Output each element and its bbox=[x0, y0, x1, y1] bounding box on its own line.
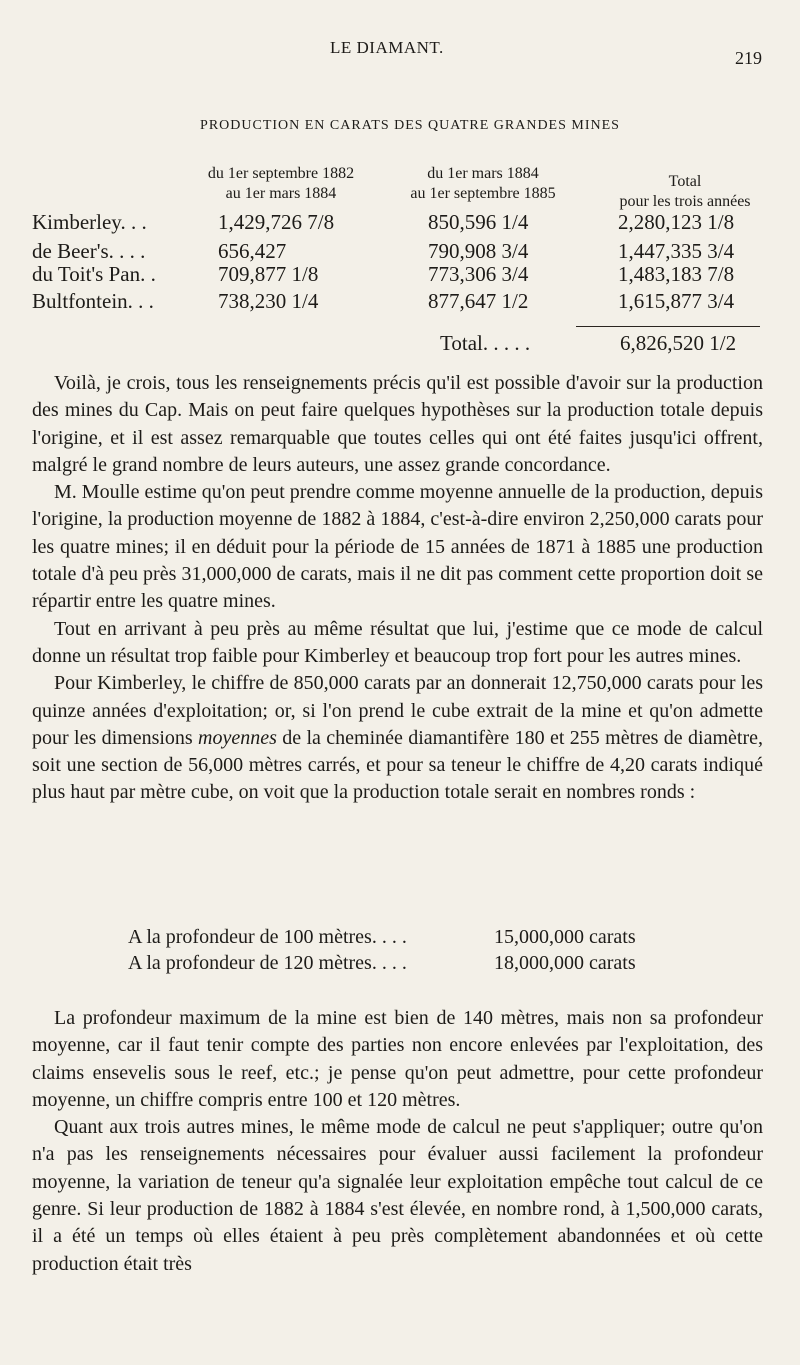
paragraph: M. Moulle estime qu'on peut prendre comme moyenne annuelle de la production, depuis l'origine, la production moyenne de 1882 à 1884, c'est-à-dire environ 2,250,000 carats pour les quatre mines; il en déduit pour la période de 15 années de 1871 à 1885 une production totale d'à peu près 31,000,000 de carats, mais il ne dit pas comment cette proportion doit se répartir entre les quatre mines. bbox=[32, 481, 763, 613]
production-total: 1,615,877 3/4 bbox=[618, 289, 735, 313]
production-total: 2,280,123 1/8 bbox=[618, 210, 735, 234]
running-title: LE DIAMANT. bbox=[330, 38, 444, 57]
mine-name: Bultfontein. . . bbox=[32, 289, 154, 313]
production-period-1: 656,427 bbox=[218, 239, 287, 263]
calculation-label: A la profondeur de 120 mètres. . . . bbox=[128, 952, 407, 974]
column-header-period-1 bbox=[186, 164, 376, 204]
text-block-lower bbox=[32, 1005, 763, 1278]
page-number: 219 bbox=[735, 48, 762, 68]
table-row bbox=[0, 210, 800, 240]
table-row bbox=[0, 289, 800, 319]
mine-name: Kimberley. . . bbox=[32, 210, 147, 234]
column-header-line: pour les trois années bbox=[619, 193, 751, 210]
paragraph-text: de la cheminée diamantifère 180 et 255 mètres de diamètre, soit une section de 56,000 mètres carrés, et pour sa teneur le chiffre de 4,20 carats indiqué plus haut par mètre cube, on voit que la production totale serait en nombres ronds : bbox=[32, 726, 763, 804]
grand-total: 6,826,520 1/2 bbox=[620, 331, 737, 355]
table-title: PRODUCTION EN CARATS DES QUATRE GRANDES MINES bbox=[200, 118, 620, 133]
paragraph-text: Pour Kimberley, le chiffre de 850,000 carats par an donnerait 12,750,000 carats pour les quinze années d'exploitation; or, si l'on prend le cube extrait de la mine et qu'on admette pour les dimensions bbox=[32, 672, 763, 749]
column-header-line: au 1er septembre 1885 bbox=[410, 185, 556, 202]
text-block-upper bbox=[32, 370, 763, 807]
emphasis-text: moyennes bbox=[198, 726, 277, 749]
column-header-line: Total bbox=[668, 173, 702, 190]
production-period-2: 877,647 1/2 bbox=[428, 289, 529, 313]
paragraph: Voilà, je crois, tous les renseignements précis qu'il est possible d'avoir sur la production des mines du Cap. Mais on peut faire quelques hypothèses sur la production totale depuis l'origine, et il est assez remarquable que toutes celles qui ont été faites jusqu'ici offrent, malgré le grand nombre de leurs auteurs, une assez grande concordance. bbox=[32, 372, 763, 476]
paragraph: La profondeur maximum de la mine est bien de 140 mètres, mais non sa profondeur moyenne, car il faut tenir compte des parties non encore enlevées par l'exploitation, des claims ensevelis sous le reef, etc.; je pense qu'on peut admettre, pour cette profondeur moyenne, un chiffre compris entre 100 et 120 mètres. bbox=[32, 1007, 763, 1111]
production-total: 1,447,335 3/4 bbox=[618, 239, 735, 263]
production-period-2: 850,596 1/4 bbox=[428, 210, 529, 234]
running-head bbox=[0, 38, 800, 68]
column-header-line: du 1er mars 1884 bbox=[427, 165, 539, 182]
column-header-total bbox=[590, 172, 780, 212]
column-header-line: au 1er mars 1884 bbox=[225, 185, 337, 202]
paragraph: Tout en arrivant à peu près au même résultat que lui, j'estime que ce mode de calcul donne un résultat trop faible pour Kimberley et beaucoup trop fort pour les autres mines. bbox=[32, 617, 763, 667]
mine-name: de Beer's. . . . bbox=[32, 239, 146, 263]
production-period-1: 1,429,726 7/8 bbox=[218, 210, 335, 234]
calculation-label: A la profondeur de 100 mètres. . . . bbox=[128, 926, 407, 948]
calculation-value: 15,000,000 carats bbox=[494, 926, 636, 948]
column-header-period-2 bbox=[378, 164, 588, 204]
production-period-2: 790,908 3/4 bbox=[428, 239, 529, 263]
calculation-value: 18,000,000 carats bbox=[494, 952, 636, 974]
total-label: Total. . . . . bbox=[440, 331, 531, 355]
paragraph bbox=[32, 670, 763, 806]
production-total: 1,483,183 7/8 bbox=[618, 262, 735, 286]
total-rule bbox=[576, 326, 760, 327]
paragraph: Quant aux trois autres mines, le même mode de calcul ne peut s'appliquer; outre qu'on n'a pas les renseignements nécessaires pour évaluer aussi facilement la profondeur moyenne, la variation de teneur qu'a signalée leur exploitation empêche tout calcul de ce genre. Si leur production de 1882 à 1884 s'est élevée, en nombre rond, à 1,500,000 carats, il a été un temps où elles étaient à peu près complètement abandonnées et où cette production était très bbox=[32, 1116, 763, 1275]
production-period-1: 738,230 1/4 bbox=[218, 289, 319, 313]
table-row bbox=[0, 262, 800, 292]
column-header-line: du 1er septembre 1882 bbox=[207, 165, 355, 182]
production-period-1: 709,877 1/8 bbox=[218, 262, 319, 286]
production-period-2: 773,306 3/4 bbox=[428, 262, 529, 286]
mine-name: du Toit's Pan. . bbox=[32, 262, 156, 286]
